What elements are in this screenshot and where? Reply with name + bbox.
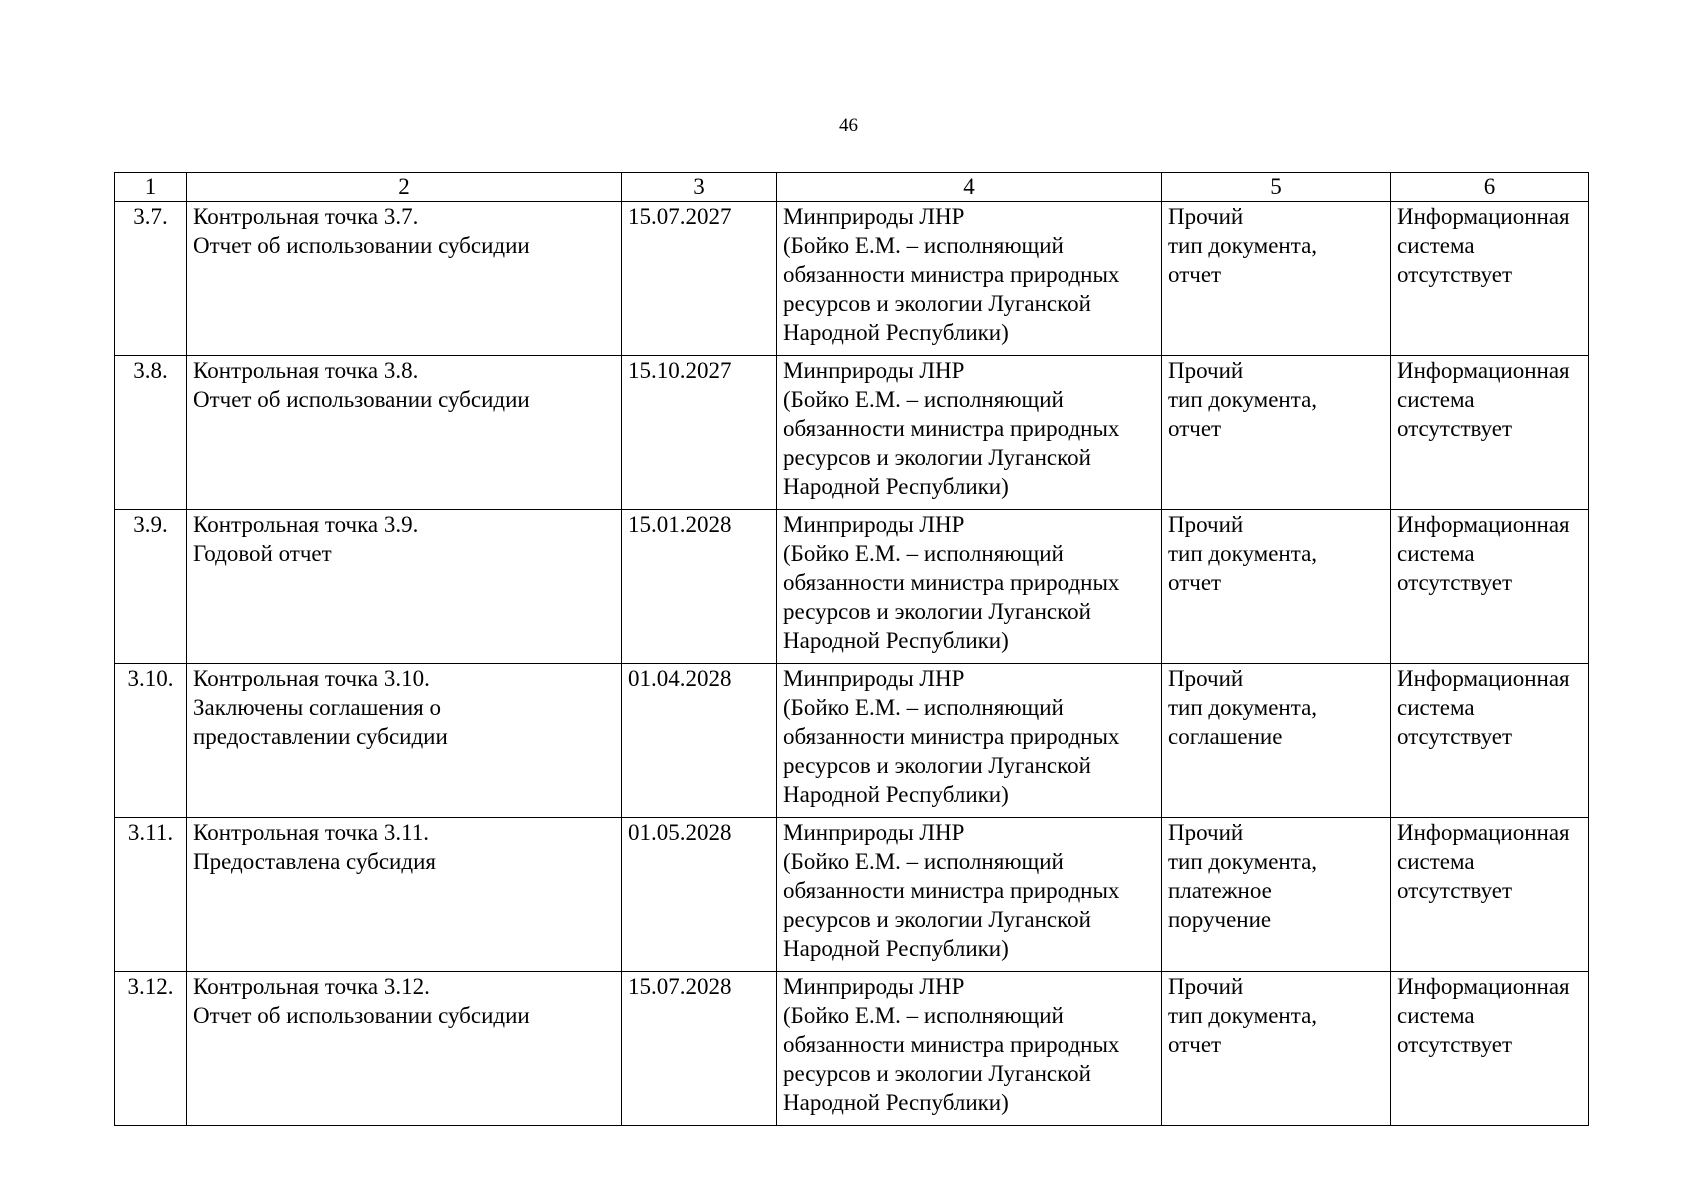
control-point-description: предоставлении субсидии <box>193 724 448 749</box>
row-number-cell <box>115 972 187 1126</box>
info-system-line: Информационная <box>1397 666 1570 691</box>
responsible-line: Минприроды ЛНР <box>783 358 965 383</box>
row-number: 3.10. <box>127 666 174 691</box>
control-point-cell <box>187 356 622 510</box>
row-number-cell <box>115 202 187 356</box>
control-point-description: Предоставлена субсидия <box>193 849 436 874</box>
column-header-6: 6 <box>1391 173 1589 202</box>
responsible-line: (Бойко Е.М. – исполняющий <box>783 695 1064 720</box>
responsible-cell <box>777 818 1162 972</box>
responsible-line: Минприроды ЛНР <box>783 204 965 229</box>
responsible-line: (Бойко Е.М. – исполняющий <box>783 849 1064 874</box>
control-point-cell <box>187 818 622 972</box>
info-system-line: Информационная <box>1397 512 1570 537</box>
responsible-line: ресурсов и экологии Луганской <box>783 599 1091 624</box>
responsible-cell <box>777 972 1162 1126</box>
document-type-line: тип документа, <box>1168 387 1318 412</box>
responsible-line: (Бойко Е.М. – исполняющий <box>783 541 1064 566</box>
date-cell <box>622 972 777 1126</box>
info-system-line: Информационная <box>1397 820 1570 845</box>
row-number: 3.7. <box>133 204 168 229</box>
document-type-cell <box>1162 356 1391 510</box>
info-system-line: отсутствует <box>1397 570 1513 595</box>
responsible-line: (Бойко Е.М. – исполняющий <box>783 1003 1064 1028</box>
due-date: 15.07.2028 <box>628 974 732 999</box>
document-type-line: отчет <box>1168 262 1222 287</box>
document-type-line: Прочий <box>1168 820 1244 845</box>
page-number: 46 <box>839 115 858 136</box>
document-type-line: платежное <box>1168 878 1272 903</box>
responsible-line: ресурсов и экологии Луганской <box>783 753 1091 778</box>
responsible-line: Народной Республики) <box>783 936 1009 961</box>
info-system-line: отсутствует <box>1397 878 1513 903</box>
responsible-line: (Бойко Е.М. – исполняющий <box>783 233 1064 258</box>
responsible-line: ресурсов и экологии Луганской <box>783 1061 1091 1086</box>
due-date: 15.07.2027 <box>628 204 732 229</box>
column-header-1: 1 <box>115 173 187 202</box>
document-type-line: тип документа, <box>1168 233 1318 258</box>
control-point-title: Контрольная точка 3.10. <box>193 666 430 691</box>
control-point-description: Заключены соглашения о <box>193 695 442 720</box>
responsible-line: обязанности министра природных <box>783 262 1120 287</box>
document-type-line: тип документа, <box>1168 1003 1318 1028</box>
info-system-line: Информационная <box>1397 358 1570 383</box>
document-type-line: Прочий <box>1168 974 1244 999</box>
document-type-line: тип документа, <box>1168 695 1318 720</box>
info-system-cell <box>1391 356 1589 510</box>
control-point-description: Отчет об использовании субсидии <box>193 1003 530 1028</box>
date-cell <box>622 202 777 356</box>
document-type-line: Прочий <box>1168 358 1244 383</box>
responsible-line: ресурсов и экологии Луганской <box>783 907 1091 932</box>
control-point-title: Контрольная точка 3.12. <box>193 974 430 999</box>
info-system-line: система <box>1397 233 1475 258</box>
control-point-title: Контрольная точка 3.8. <box>193 358 419 383</box>
responsible-line: обязанности министра природных <box>783 1032 1120 1057</box>
date-cell <box>622 818 777 972</box>
responsible-line: Минприроды ЛНР <box>783 974 965 999</box>
responsible-line: Минприроды ЛНР <box>783 666 965 691</box>
row-number-cell <box>115 510 187 664</box>
row-number: 3.11. <box>127 820 174 845</box>
info-system-cell <box>1391 972 1589 1126</box>
info-system-cell <box>1391 510 1589 664</box>
column-header-2: 2 <box>187 173 622 202</box>
info-system-line: отсутствует <box>1397 724 1513 749</box>
info-system-line: Информационная <box>1397 204 1570 229</box>
row-number: 3.12. <box>127 974 174 999</box>
document-type-line: отчет <box>1168 570 1222 595</box>
info-system-line: система <box>1397 1003 1475 1028</box>
control-point-title: Контрольная точка 3.9. <box>193 512 419 537</box>
due-date: 15.01.2028 <box>628 512 732 537</box>
document-type-cell <box>1162 818 1391 972</box>
table-row <box>115 356 1589 510</box>
info-system-line: Информационная <box>1397 974 1570 999</box>
responsible-line: обязанности министра природных <box>783 570 1120 595</box>
control-point-description: Отчет об использовании субсидии <box>193 233 530 258</box>
info-system-cell <box>1391 664 1589 818</box>
info-system-line: отсутствует <box>1397 1032 1513 1057</box>
responsible-line: Народной Республики) <box>783 474 1009 499</box>
table-row <box>115 664 1589 818</box>
date-cell <box>622 356 777 510</box>
responsible-line: ресурсов и экологии Луганской <box>783 445 1091 470</box>
responsible-line: обязанности министра природных <box>783 878 1120 903</box>
document-type-line: Прочий <box>1168 666 1244 691</box>
document-type-cell <box>1162 664 1391 818</box>
table-row <box>115 510 1589 664</box>
info-system-cell <box>1391 202 1589 356</box>
responsible-cell <box>777 356 1162 510</box>
responsible-line: (Бойко Е.М. – исполняющий <box>783 387 1064 412</box>
document-type-line: отчет <box>1168 416 1222 441</box>
column-header-3: 3 <box>622 173 777 202</box>
responsible-line: Народной Республики) <box>783 1090 1009 1115</box>
document-type-line: тип документа, <box>1168 849 1318 874</box>
row-number: 3.8. <box>133 358 168 383</box>
info-system-line: отсутствует <box>1397 416 1513 441</box>
document-type-line: отчет <box>1168 1032 1222 1057</box>
responsible-line: ресурсов и экологии Луганской <box>783 291 1091 316</box>
control-point-description: Годовой отчет <box>193 541 332 566</box>
responsible-cell <box>777 202 1162 356</box>
due-date: 15.10.2027 <box>628 358 732 383</box>
row-number-cell <box>115 664 187 818</box>
row-number-cell <box>115 818 187 972</box>
document-type-line: поручение <box>1168 907 1272 932</box>
control-point-cell <box>187 664 622 818</box>
date-cell <box>622 664 777 818</box>
document-type-line: соглашение <box>1168 724 1283 749</box>
column-number-row <box>115 173 1589 202</box>
responsible-line: Народной Республики) <box>783 782 1009 807</box>
column-header-4: 4 <box>777 173 1162 202</box>
responsible-line: Минприроды ЛНР <box>783 820 965 845</box>
info-system-line: отсутствует <box>1397 262 1513 287</box>
date-cell <box>622 510 777 664</box>
responsible-line: обязанности министра природных <box>783 724 1120 749</box>
responsible-line: Народной Республики) <box>783 320 1009 345</box>
table-row <box>115 202 1589 356</box>
due-date: 01.05.2028 <box>628 820 732 845</box>
responsible-line: обязанности министра природных <box>783 416 1120 441</box>
control-points-table <box>114 172 1589 1126</box>
control-point-description: Отчет об использовании субсидии <box>193 387 530 412</box>
control-point-cell <box>187 972 622 1126</box>
document-type-cell <box>1162 972 1391 1126</box>
row-number: 3.9. <box>133 512 168 537</box>
control-point-cell <box>187 510 622 664</box>
document-type-cell <box>1162 202 1391 356</box>
control-point-title: Контрольная точка 3.7. <box>193 204 419 229</box>
table-row <box>115 818 1589 972</box>
responsible-cell <box>777 510 1162 664</box>
row-number-cell <box>115 356 187 510</box>
document-type-line: тип документа, <box>1168 541 1318 566</box>
document-type-cell <box>1162 510 1391 664</box>
document-type-line: Прочий <box>1168 512 1244 537</box>
column-header-5: 5 <box>1162 173 1391 202</box>
responsible-line: Народной Республики) <box>783 628 1009 653</box>
responsible-line: Минприроды ЛНР <box>783 512 965 537</box>
due-date: 01.04.2028 <box>628 666 732 691</box>
table-row <box>115 972 1589 1126</box>
document-type-line: Прочий <box>1168 204 1244 229</box>
info-system-cell <box>1391 818 1589 972</box>
info-system-line: система <box>1397 387 1475 412</box>
responsible-cell <box>777 664 1162 818</box>
info-system-line: система <box>1397 541 1475 566</box>
control-point-title: Контрольная точка 3.11. <box>193 820 429 845</box>
info-system-line: система <box>1397 695 1475 720</box>
info-system-line: система <box>1397 849 1475 874</box>
control-point-cell <box>187 202 622 356</box>
